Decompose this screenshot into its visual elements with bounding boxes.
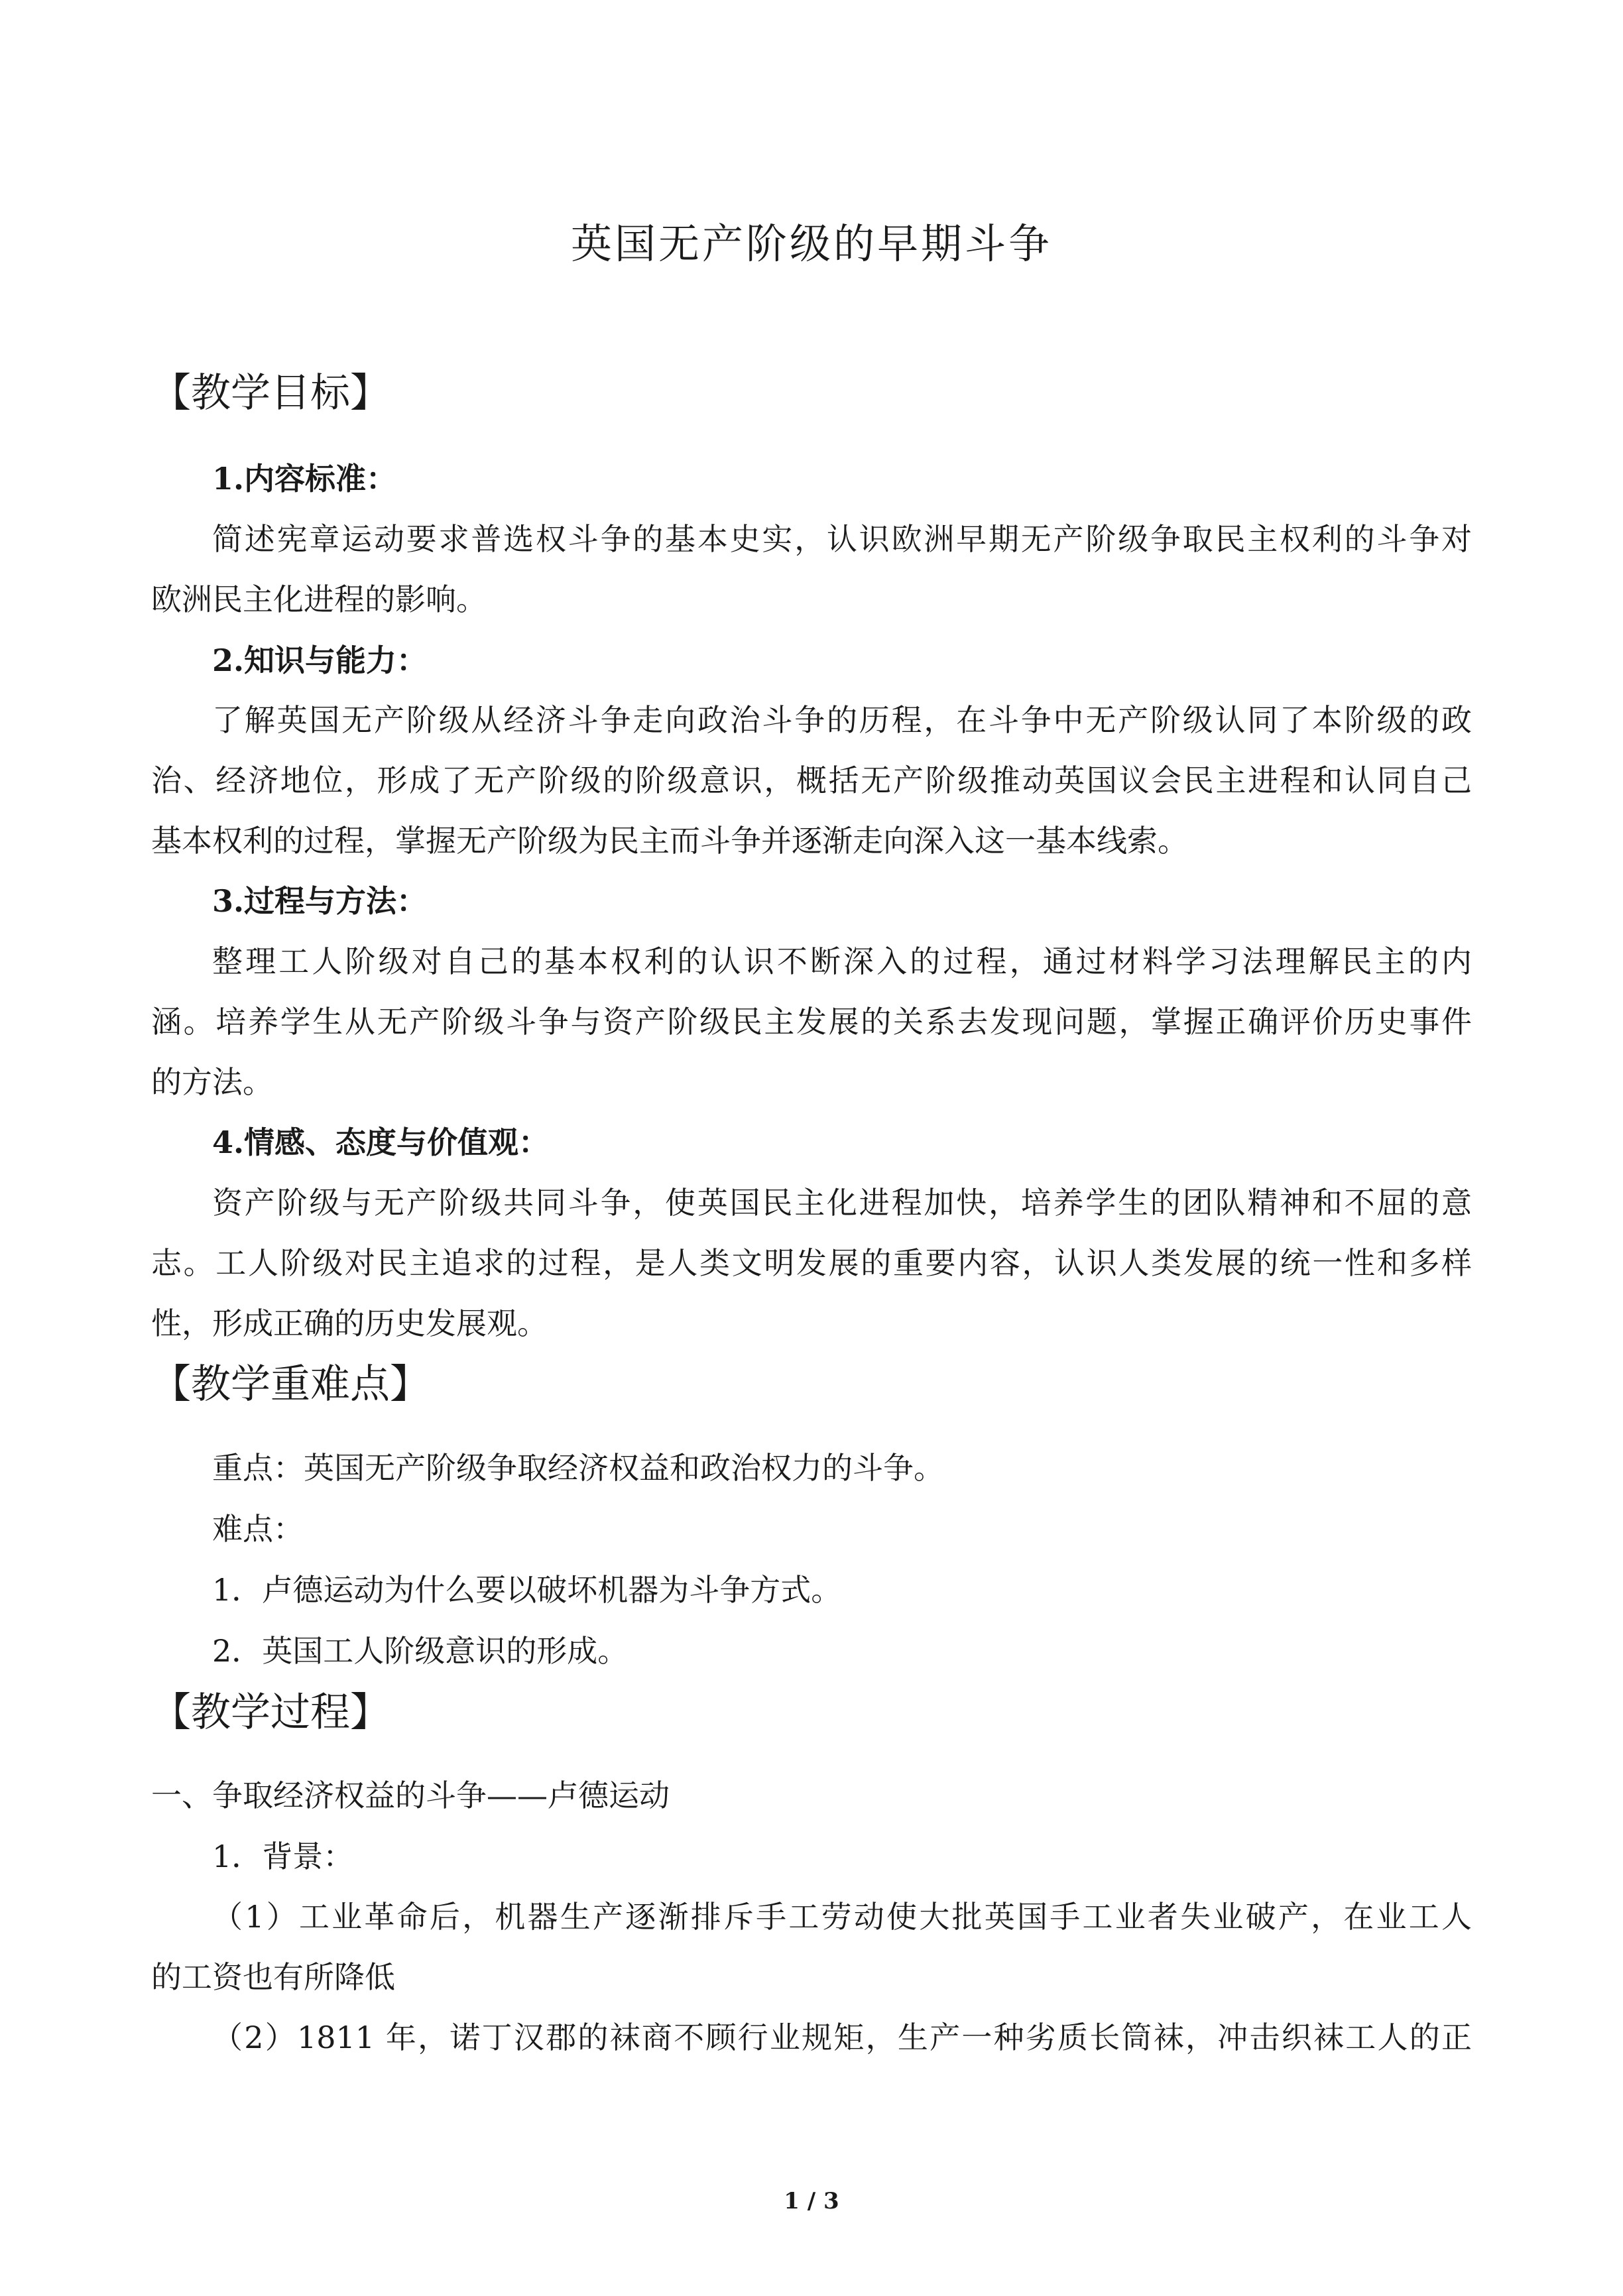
- background-label: 1．背景：: [212, 1839, 354, 1874]
- objective-4-label: 4.情感、态度与价值观：: [212, 1124, 550, 1160]
- background-text-line: 的工资也有所降低: [151, 1959, 395, 1995]
- objective-1-text-line: 欧洲民主化进程的影响。: [151, 581, 487, 617]
- objective-2-text-line: 治、经济地位，形成了无产阶级的阶级意识，概括无产阶级推动英国议会民主进程和认同自己: [151, 762, 1472, 798]
- objective-3-label: 3.过程与方法：: [212, 883, 428, 919]
- focus-text: 重点：英国无产阶级争取经济权益和政治权力的斗争。: [212, 1450, 944, 1486]
- objective-3-text-line: 整理工人阶级对自己的基本权利的认识不断深入的过程，通过材料学习法理解民主的内: [212, 943, 1472, 979]
- objective-2-text-line: 了解英国无产阶级从经济斗争走向政治斗争的历程，在斗争中无产阶级认同了本阶级的政: [212, 702, 1472, 738]
- page-number: 1 / 3: [784, 2188, 839, 2214]
- background-text-line: （1）工业革命后，机器生产逐渐排斥手工劳动使大批英国手工业者失业破产，在业工人: [212, 1899, 1472, 1935]
- section-heading-key-points: 【教学重难点】: [151, 1361, 430, 1408]
- page-title: 英国无产阶级的早期斗争: [570, 219, 1052, 268]
- objective-3-text-line: 的方法。: [151, 1064, 273, 1100]
- section-heading-objectives: 【教学目标】: [151, 370, 390, 416]
- section-heading-process: 【教学过程】: [151, 1689, 390, 1736]
- process-part-title: 一、争取经济权益的斗争——卢德运动: [151, 1778, 670, 1813]
- objective-4-text-line: 资产阶级与无产阶级共同斗争，使英国民主化进程加快，培养学生的团队精神和不屈的意: [212, 1185, 1472, 1221]
- objective-1-text-line: 简述宪章运动要求普选权斗争的基本史实，认识欧洲早期无产阶级争取民主权利的斗争对: [212, 521, 1472, 557]
- objective-4-text-line: 志。工人阶级对民主追求的过程，是人类文明发展的重要内容，认识人类发展的统一性和多样: [151, 1245, 1472, 1281]
- objective-4-text-line: 性，形成正确的历史发展观。: [151, 1305, 548, 1341]
- objective-3-text-line: 涵。培养学生从无产阶级斗争与资产阶级民主发展的关系去发现问题，掌握正确评价历史事件: [151, 1004, 1472, 1040]
- difficulty-item: 2．英国工人阶级意识的形成。: [212, 1633, 629, 1669]
- objective-1-label: 1.内容标准：: [212, 461, 397, 497]
- difficulty-label: 难点：: [212, 1511, 304, 1547]
- objective-2-label: 2.知识与能力：: [212, 642, 428, 678]
- background-text-line: （2）1811 年，诺丁汉郡的袜商不顾行业规矩，生产一种劣质长筒袜，冲击织袜工人的正: [212, 2020, 1472, 2055]
- difficulty-item: 1．卢德运动为什么要以破坏机器为斗争方式。: [212, 1572, 842, 1608]
- objective-2-text-line: 基本权利的过程，掌握无产阶级为民主而斗争并逐渐走向深入这一基本线索。: [151, 823, 1188, 859]
